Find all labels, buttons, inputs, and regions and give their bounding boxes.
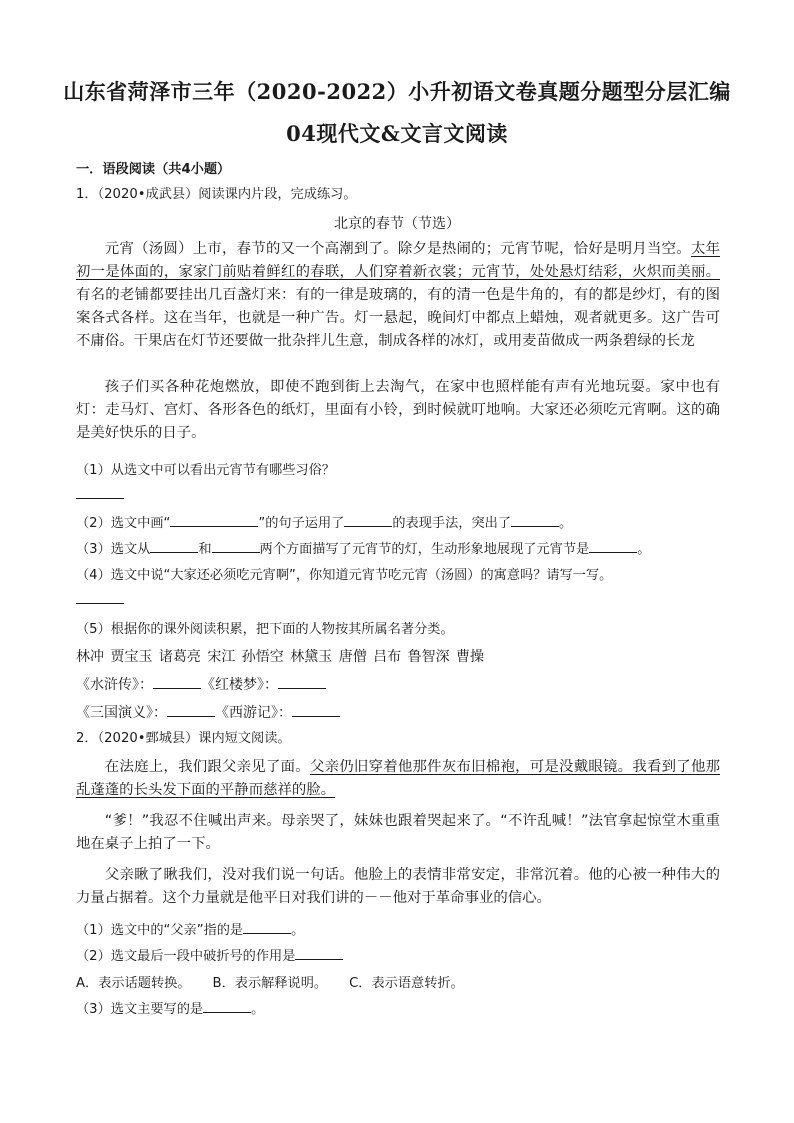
text-span: 的表现手法，突出了 <box>392 516 512 531</box>
blank-line[interactable] <box>203 1000 251 1013</box>
option-a[interactable]: A．表示话题转换。 <box>76 976 191 991</box>
option-c[interactable]: C．表示语意转折。 <box>349 976 464 991</box>
text-span: 。 <box>559 516 573 531</box>
book-label: 《水浒传》： <box>76 677 153 693</box>
question-2-options <box>76 974 486 994</box>
question-1-sub-5: （5）根据你的课外阅读积累，把下面的人物按其所属名著分类。 <box>76 622 454 637</box>
blank-line[interactable] <box>76 486 124 499</box>
book-label: 《西游记》： <box>215 705 292 721</box>
question-1-sub-4: （4）选文中说“大家还必须吃元宵啊”，你知道元宵节吃元宵（汤圆）的寓意吗？请写一写。 <box>76 568 613 583</box>
text-span: 有名的老铺都要挂出几百盏灯来：有的一律是玻璃的，有的清一色是牛角的，有的都是纱灯，有的图案各式各样。这在当年，也就是一种广告。灯一悬起，晚间灯中都点上蜡烛，观者就更多。这广告可不庸俗。干果店在灯节还要做一批杂拌儿生意，制成各样的冰灯，或用麦苗做成一两条碧绿的长龙 <box>76 287 720 349</box>
blank-line[interactable] <box>292 704 340 717</box>
doc-title: 山东省菏泽市三年（2020-2022）小升初语文卷真题分题型分层汇编 <box>63 79 731 104</box>
blank-line[interactable] <box>153 676 201 689</box>
passage-title: 北京的春节（节选） <box>334 216 460 232</box>
blank-line[interactable] <box>243 921 291 934</box>
text-span: 。 <box>251 1002 265 1017</box>
blank-line[interactable] <box>76 591 124 604</box>
blank-line[interactable] <box>212 540 260 553</box>
underlined-sentence: 太年初一是体面的，家家门前贴着鲜红的春联，人们穿着新衣裳；元宵节，处处悬灯结彩，火炽而美丽。 <box>76 241 720 280</box>
answer-blank[interactable] <box>76 486 124 506</box>
question-2-sub-3 <box>76 1000 264 1020</box>
passage-2-paragraph-2: “爹！”我忍不住喊出声来。母亲哭了，妹妹也跟着哭起来了。“不许乱喊！”法官拿起惊堂木重重地在桌子上拍了一下。 <box>76 813 720 852</box>
classification-row-1 <box>76 675 326 695</box>
text-span: 元宵（汤圆）上市，春节的又一个高潮到了。除夕是热闹的；元宵节呢，恰好是明月当空。 <box>104 241 691 257</box>
text-span: 和 <box>198 542 212 557</box>
question-2-stem: 2．（2020•鄄城县）课内短文阅读。 <box>76 731 291 746</box>
text-span: （2）选文最后一段中破折号的作用是 <box>76 949 296 964</box>
blank-line[interactable] <box>150 540 198 553</box>
question-1-sub-2 <box>76 514 572 534</box>
blank-line[interactable] <box>278 676 326 689</box>
question-1-stem: 1．（2020•成武县）阅读课内片段，完成练习。 <box>76 187 357 202</box>
character-list: 林冲 贾宝玉 诸葛亮 宋江 孙悟空 林黛玉 唐僧 吕布 鲁智深 曹操 <box>76 649 485 665</box>
option-b[interactable]: B．表示解释说明。 <box>212 976 328 991</box>
blank-line[interactable] <box>589 540 637 553</box>
question-2-sub-2 <box>76 947 343 967</box>
text-span: ”的句子运用了 <box>258 516 345 531</box>
text-span: 在法庭上，我们跟父亲见了面。 <box>104 759 310 775</box>
blank-line[interactable] <box>170 514 258 527</box>
answer-blank[interactable] <box>76 591 124 611</box>
question-1-sub-3 <box>76 540 650 560</box>
passage-1-paragraph-2: 孩子们买各种花炮燃放，即使不跑到街上去淘气，在家中也照样能有声有光地玩耍。家中也有灯：走马灯、宫灯、各形各色的纸灯，里面有小铃，到时候就叮地响。大家还必须吃元宵啊。这的确是美好快乐的日子。 <box>76 379 720 441</box>
doc-subtitle: 04现代文&文言文阅读 <box>286 121 508 146</box>
blank-line[interactable] <box>511 514 559 527</box>
question-2-sub-1 <box>76 921 304 941</box>
text-span: 。 <box>291 923 305 938</box>
text-span: （2）选文中画“ <box>76 516 171 531</box>
section-heading: 一．语段阅读（共4小题） <box>76 162 231 177</box>
text-span: 。 <box>637 542 651 557</box>
passage-1-paragraph-1 <box>76 238 720 353</box>
text-span: （3）选文主要写的是 <box>76 1002 204 1017</box>
book-label: 《三国演义》： <box>76 705 167 721</box>
blank-line[interactable] <box>344 514 392 527</box>
underlined-sentence: 父亲仍旧穿着他那件灰布旧棉袍，可是没戴眼镜。我看到了他那乱蓬蓬的长头发下面的平静而慈祥的脸。 <box>76 759 720 798</box>
text-span: （1）选文中的“父亲”指的是 <box>76 923 244 938</box>
passage-2-paragraph-1 <box>76 756 720 802</box>
text-span: 两个方面描写了元宵节的灯，生动形象地展现了元宵节是 <box>259 542 590 557</box>
blank-line[interactable] <box>295 947 343 960</box>
classification-row-2 <box>76 703 340 723</box>
text-span: （3）选文从 <box>76 542 151 557</box>
question-1-sub-1: （1）从选文中可以看出元宵节有哪些习俗？ <box>76 463 335 478</box>
blank-line[interactable] <box>167 704 215 717</box>
passage-2-paragraph-3: 父亲瞅了瞅我们，没对我们说一句话。他脸上的表情非常安定，非常沉着。他的心被一种伟大的力量占据着。这个力量就是他平日对我们讲的－－他对于革命事业的信心。 <box>76 867 720 906</box>
book-label: 《红楼梦》： <box>201 677 278 693</box>
